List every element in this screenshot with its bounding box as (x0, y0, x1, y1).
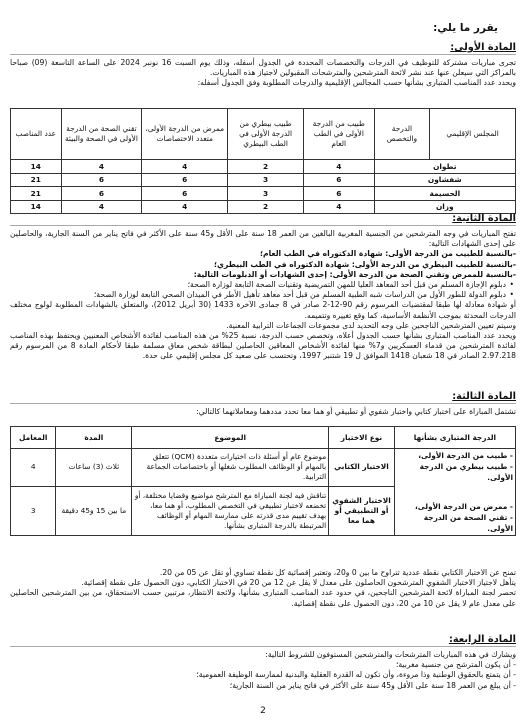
grade-item: - طبيب بيطري من الدرجة الأولى. (419, 462, 513, 482)
condition-nationality: - أن يكون المترشح من جنسية مغربية؛ (395, 660, 516, 670)
decision-header: يقرر ما يلي: (433, 22, 498, 34)
article-2-paragraph-2: أو شهادة معادلة لها طبقا لمقتضيات المرسوم رقم 90-12-2 صادر في 8 جمادى الآخرة 1433 (30 أبريل 2012)، والمتعلق بالشهادات المطلوبة لولوج مختلف الدرجات المحدثة بموجب الأنظمة الأساسية، كما وقع تغييره وتتميمه. (10, 300, 516, 320)
positions-table (10, 108, 516, 214)
cell-technician: 6 (61, 173, 142, 187)
grade-item: - تقني الصحة من الدرجة الأولى. (423, 513, 513, 533)
grade-item: - ممرض من الدرجة الأولى، (415, 502, 513, 511)
cell-doctor: 6 (303, 173, 374, 187)
written-exam-note: تمنح عن الاختبار الكتابي نقطة عددية تتراوح ما بين 0 و20، وتعتبر إقصائية كل نقطة تساوي أو تقل عن 05 من 20. (159, 568, 516, 577)
article-1-paragraph-1: تجرى مباريات مشتركة للتوظيف في الدرجات والتخصصات المحددة في الجدول أسفله، وذلك يوم السبت 16 نونبر 2024 على الساعة التاسعة (09) صباحا بالمراكز التي سيعلن عنها عند نشر لائحة المترشحين والمترشحات المقبولين لاجتياز هذه المباريات. (10, 58, 516, 78)
header-doctor: طبيب من الدرجة الأولى في الطب العام (303, 109, 374, 160)
cell-council: الحسيمة (374, 187, 515, 201)
exam-table-header (11, 427, 516, 449)
header-duration: المدة (56, 427, 132, 449)
article-4 (10, 634, 516, 691)
article-3-paragraph-1: تشتمل المباراة على اختبار كتابي واختبار شفوي أو تطبيقي أو هما معا تحدد مددهما ومعاملاتهما كالتالي: (196, 407, 516, 416)
cell-vet: 3 (228, 187, 304, 201)
header-topic: الموضوع (132, 427, 329, 449)
condition-age: - أن يبلغ من العمر 18 سنة على الأقل و45 سنة على الأكثر في فاتح يناير من السنة الجارية؛ (229, 680, 516, 690)
diploma-list (10, 280, 516, 300)
cell-doctor: 4 (303, 160, 374, 174)
cell-total: 21 (11, 187, 62, 201)
article-2-paragraph-1: تفتح المباريات في وجه المترشحين من الجنسية المغربية البالغين من العمر 18 سنة على الأقل و45 سنة على الأكثر في فاتح يناير من السنة الجارية، والحاصلين على إحدى الشهادات التالية: (10, 229, 516, 249)
table-row (11, 200, 516, 214)
list-item: • دبلوم الإجازة المسلم من قبل أحد المعاهد العليا للمهن التمريضية وتقنيات الصحة التابعة لوزارة الصحة؛ (10, 280, 506, 290)
grade-item: - طبيب من الدرجة الأولى، (418, 451, 513, 460)
table-row (11, 160, 516, 174)
article-3-title: المادة الثالثة: (10, 391, 516, 404)
article-2-vet-diploma: -بالنسبة للطبيب البيطري من الدرجة الأولى: شهادة الدكتوراه في الطب البيطري؛ (214, 259, 516, 269)
oral-exam-note: يتأهل لاجتياز الاختبار الشفوي المترشحون الحاصلون على معدل لا يقل عن 12 من 20 في الاختبار الكتابي، دون الحصول على نقطة إقصائية. (81, 578, 516, 588)
cell-council: وزان (374, 200, 515, 214)
header-technician: تقني الصحة من الدرجة الأولى في الصحة والبيئة (61, 109, 142, 160)
cell-nurse: 6 (142, 173, 228, 187)
cell-nurse: 4 (142, 160, 228, 174)
article-3-continued (10, 568, 516, 609)
page-number: 2 (260, 706, 266, 716)
header-grade: الدرجة والتخصص (374, 109, 430, 160)
header-coefficient: المعامل (11, 427, 56, 449)
cell-duration: ثلاث (3) ساعات (56, 449, 132, 487)
header-nurse: ممرض من الدرجة الأولى، متعدد الاختصاصات (142, 109, 228, 160)
article-2-paragraph-3: وسيتم تعيين المترشحين الناجحين على وجه التحديد لدى مجموعات الجماعات الترابية المعنية. (226, 320, 516, 330)
article-2-paragraph-4: ويحدد عدد المناصب المتبارى بشأنها حسب الجدول أعلاه، وتخصص حسب الدرجة، نسبة 25% من هذه المناصب لفائدة الأشخاص المعنيين ويحتفظ بهذه المناصب لفائدة المترشحين من قدماء العسكريين و7% منها لفائدة الأشخاص المعاقين الحاصلين لبطاقة شخص معاق مسلمة طبقا لأحكام المادة 8 من المرسوم رقم 2.97.218 الصادر في 18 شعبان 1418 الموافق ل 19 شتنبر 1997، وتحتسب على صعيد كل مجلس إقليمي على حدة. (10, 331, 517, 361)
cell-exam-type: الاختبار الكتابي (329, 449, 395, 487)
article-1 (10, 42, 516, 89)
cell-nurse: 4 (142, 200, 228, 214)
cell-coefficient: 3 (11, 486, 56, 535)
header-council: المجلس الإقليمي (430, 109, 516, 160)
cell-doctor: 6 (303, 187, 374, 201)
cell-duration: ما بين 15 و45 دقيقة (56, 486, 132, 535)
header-vet: طبيب بيطري من الدرجة الأولى في الطب البيطري (228, 109, 304, 160)
cell-total: 14 (11, 160, 62, 174)
cell-topic: موضوع عام أو أسئلة ذات اختيارات متعددة (QCM) تتعلق بالمهام أو الوظائف المطلوب شغلها أو باختصاصات الجماعة الترابية. (132, 449, 329, 487)
article-3 (10, 391, 516, 417)
table-row (11, 173, 516, 187)
header-total: عدد المناصب (11, 109, 62, 160)
exam-table (10, 426, 516, 536)
cell-technician: 4 (61, 200, 142, 214)
condition-rights: - أن يتمتع بالحقوق الوطنية وذا مروءة، وأن تكون له القدرة العقلية والبدنية لممارسة الوظيفة العمومية؛ (196, 670, 516, 680)
article-2 (10, 213, 516, 362)
cell-doctor: 4 (303, 200, 374, 214)
list-item: • دبلوم الدولة للطور الأول من الدراسات شبه الطبية المسلم من قبل أحد معاهد تأهيل الأطر في الميدان الصحي التابعة لوزارة الصحة؛ (10, 290, 506, 300)
cell-topic: تناقش فيه لجنة المباراة مع المترشح مواضيع وقضايا مختلفة، أو تخضعه لاختبار تطبيقي في التخصص المطلوب، أو هما معا، بهدف تقييم مدى قدرته على ممارسة المهام أو الوظائف المرتبطة بالدرجة المتبارى بشأنها. (132, 486, 329, 535)
article-1-title: المادة الأولى: (10, 42, 516, 55)
cell-vet: 2 (228, 160, 304, 174)
cell-vet: 3 (228, 173, 304, 187)
article-4-paragraph-1: ويشارك في هذه المباريات المترشحات والمترشحين المستوفون للشروط التالية: (265, 650, 516, 659)
cell-coefficient: 4 (11, 449, 56, 487)
header-exam-type: نوع الاختبار (329, 427, 395, 449)
article-2-title: المادة الثانية: (10, 213, 516, 226)
cell-vet: 2 (228, 200, 304, 214)
cell-exam-type: الاختبار الشفوي أو التطبيقي أو هما معا (329, 486, 395, 535)
positions-table-header (11, 109, 516, 160)
table-row (11, 449, 516, 487)
article-4-title: المادة الرابعة: (10, 634, 516, 647)
cell-council: تطوان (374, 160, 515, 174)
cell-nurse: 6 (142, 187, 228, 201)
cell-grades (394, 449, 515, 536)
cell-technician: 6 (61, 187, 142, 201)
cell-technician: 4 (61, 160, 142, 174)
cell-total: 21 (11, 173, 62, 187)
article-1-paragraph-2: ويحدد عدد المناصب المتبارى بشأنها حسب المجالس الإقليمية والدرجات المطلوبة وفق الجدول أسفله: (197, 78, 516, 88)
header-grade: الدرجة المتبارى بشأنها (394, 427, 515, 449)
article-2-nurse-diploma: -بالنسبة للممرض وتقني الصحة من الدرجة الأولى: إحدى الشهادات أو الدبلومات التالية: (193, 269, 516, 279)
cell-total: 14 (11, 200, 62, 214)
table-row (11, 187, 516, 201)
article-2-doctor-diploma: -بالنسبة للطبيب من الدرجة الأولى: شهادة الدكتوراه في الطب العام؛ (259, 249, 516, 259)
cell-council: شفشاون (374, 173, 515, 187)
ranking-note: تحصر لجنة المباراة لائحة المترشحين الناجحين، في حدود عدد المناصب المتبارى بشأنها، ولائحة الانتظار، مرتبين حسب الاستحقاق، من بين المترشحين الحاصلين على معدل عام لا يقل عن 10 من 20، دون الحصول على نقطة إقصائية. (10, 588, 516, 608)
